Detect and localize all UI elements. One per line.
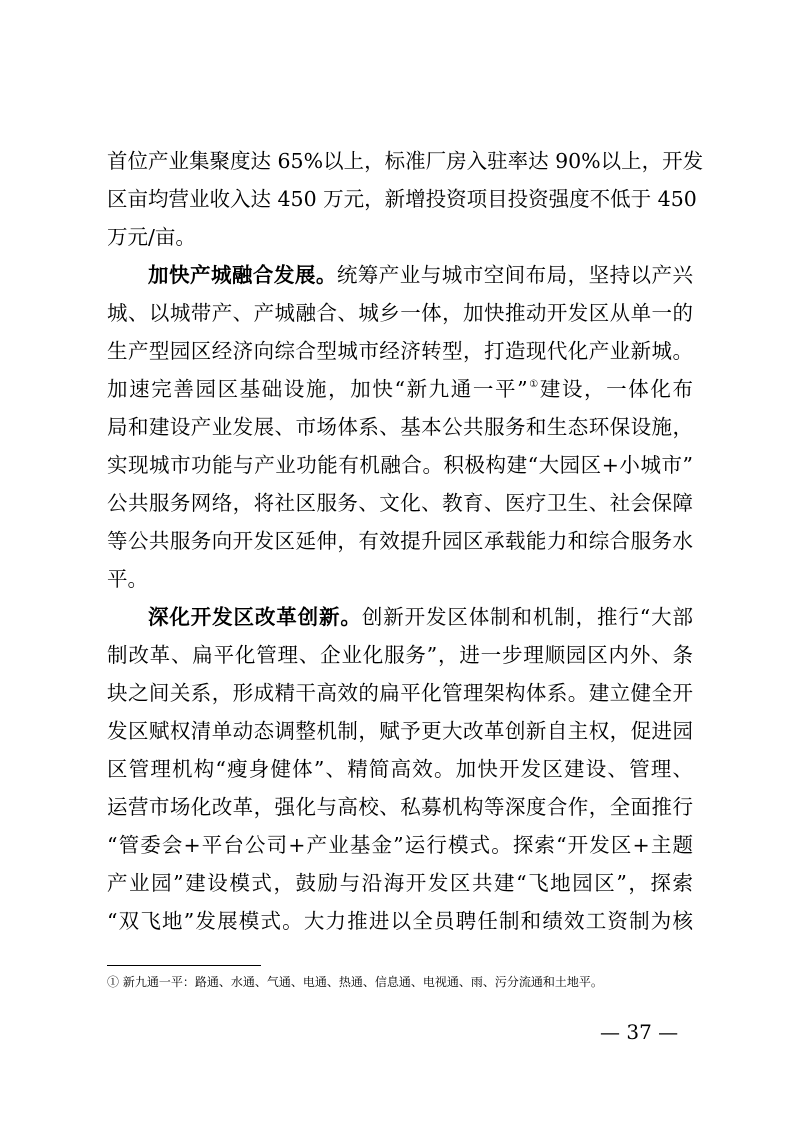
body-text: 建设，一体化布 (539, 377, 694, 401)
body-text-line: 实现城市功能与产业功能有机融合。积极构建“大园区+小城市” (107, 453, 693, 477)
body-text-line: 等公共服务向开发区延伸，有效提升园区承载能力和综合服务水 (107, 529, 693, 553)
body-text-line: 首位产业集聚度达 65%以上，标准厂房入驻率达 90%以上，开发 (107, 149, 704, 173)
section-heading: 深化开发区改革创新。 (148, 605, 362, 629)
footnote-reference: ① (527, 379, 540, 390)
body-text-line: 运营市场化改革，强化与高校、私募机构等深度合作，全面推行 (107, 795, 693, 819)
body-text-line: 发区赋权清单动态调整机制，赋予更大改革创新自主权，促进园 (107, 719, 693, 743)
body-text: 创新开发区体制和机制，推行“大部 (361, 605, 694, 629)
body-text-line (107, 598, 693, 636)
body-text-line: 制改革、扁平化管理、企业化服务”，进一步理顺园区内外、条 (107, 643, 693, 667)
body-text-line: “双飞地”发展模式。大力推进以全员聘任制和绩效工资制为核 (107, 909, 693, 933)
body-text-line: “管委会+平台公司+产业基金”运行模式。探索“开发区+主题 (107, 833, 693, 857)
footnote: ① 新九通一平：路通、水通、气通、电通、热通、信息通、电视通、雨、污分流通和土地平。 (107, 975, 603, 989)
section-heading: 加快产城融合发展。 (148, 263, 337, 287)
footnote-divider (107, 965, 261, 966)
body-text: 加速完善园区基础设施，加快“新九通一平” (107, 377, 528, 401)
body-text-line (107, 370, 693, 408)
body-text-line: 生产型园区经济向综合型城市经济转型，打造现代化产业新城。 (107, 339, 693, 363)
body-text-line: 产业园”建设模式，鼓励与沿海开发区共建“飞地园区”，探索 (107, 871, 693, 895)
body-text: 统筹产业与城市空间布局，坚持以产兴 (336, 263, 694, 287)
body-text-line: 万元/亩。 (107, 225, 196, 249)
body-text-line: 公共服务网络，将社区服务、文化、教育、医疗卫生、社会保障 (107, 491, 693, 515)
body-text-line: 区管理机构“瘦身健体”、精简高效。加快开发区建设、管理、 (107, 757, 693, 781)
page-number: — 37 — (600, 1020, 679, 1044)
body-text-line (107, 256, 693, 294)
body-text-line: 平。 (107, 567, 148, 591)
body-text-line: 城、以城带产、产城融合、城乡一体，加快推动开发区从单一的 (107, 301, 693, 325)
body-text-line: 局和建设产业发展、市场体系、基本公共服务和生态环保设施， (107, 415, 693, 439)
body-text-line: 块之间关系，形成精干高效的扁平化管理架构体系。建立健全开 (107, 681, 693, 705)
body-text-line: 区亩均营业收入达 450 万元，新增投资项目投资强度不低于 450 (107, 187, 697, 211)
